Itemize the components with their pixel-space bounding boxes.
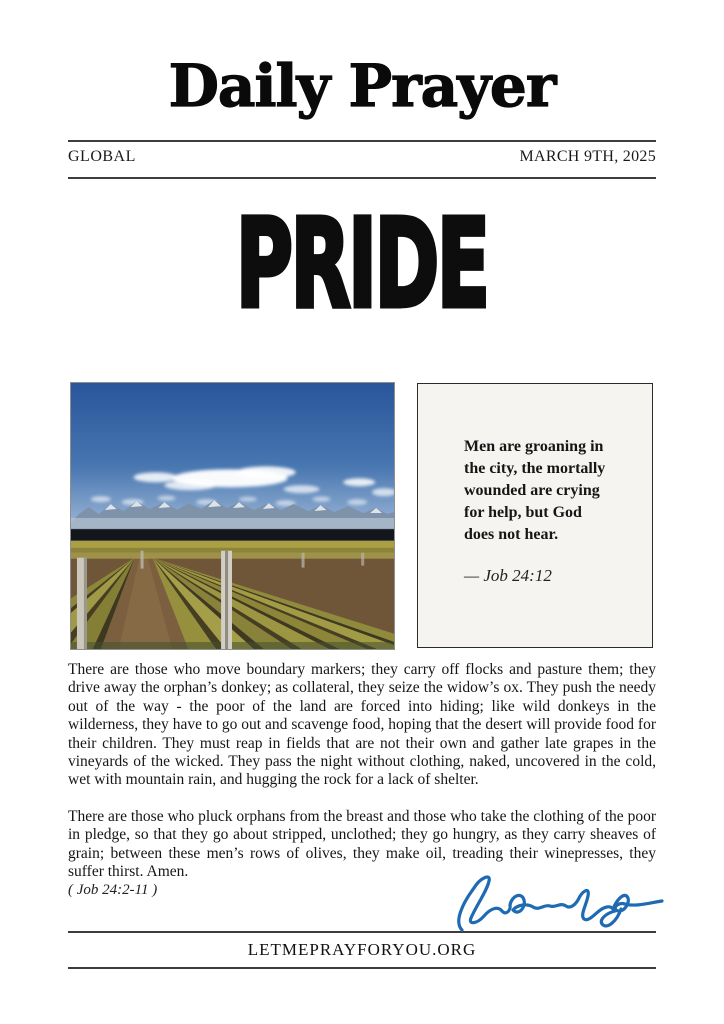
quote-text: Men are groaning in the city, the mortally wounded are crying for help, but God does not hear. bbox=[464, 438, 606, 543]
masthead-title: Daily Prayer bbox=[168, 52, 556, 120]
quote-box bbox=[417, 383, 653, 648]
quote-attribution: — Job 24:12 bbox=[464, 566, 552, 585]
vineyard-photo-art bbox=[71, 383, 394, 649]
scripture-citation: ( Job 24:2-11 ) bbox=[68, 882, 158, 898]
headline bbox=[0, 193, 724, 335]
handwritten-signature bbox=[452, 864, 667, 938]
footer-url: LETMEPRAYFORYOU.ORG bbox=[247, 940, 477, 959]
article-body bbox=[68, 661, 656, 881]
header-rule-top bbox=[68, 140, 656, 142]
vineyard-photo bbox=[70, 382, 395, 650]
article-paragraph-2: There are those who pluck orphans from the breast and those who take the clothing of the poor in pledge, so that they go about stripped, unclothed; they go hungry, as they carry sheaves of grain; between these men’s rows of olives, they make oil, treading their winepresses, they suffer thirst. Amen. bbox=[68, 807, 656, 881]
edition-label: GLOBAL bbox=[68, 148, 136, 165]
header-rule-bottom bbox=[68, 177, 656, 179]
headline-text: PRIDE bbox=[236, 193, 488, 335]
grass-strip bbox=[71, 642, 394, 649]
signature-art bbox=[452, 864, 667, 938]
article-paragraph-1: There are those who move boundary markers; they carry off flocks and pasture them; they drive away the orphan’s donkey; as collateral, they seize the widow’s ox. They push the needy out of the way - the poor of the land are forced into hiding; like wild donkeys in the wilderness, they have to go out and scavenge food, hoping that the desert will provide food for their children. They must reap in fields that are not their own and gather late grapes in the vineyards of the wicked. They pass the night without clothing, naked, uncovered in the cold, wet with mountain rain, and hugging the rock for a lack of shelter. bbox=[68, 661, 656, 789]
hedge-band bbox=[71, 530, 394, 541]
issue-date: MARCH 9TH, 2025 bbox=[519, 148, 656, 165]
footer-rule-bottom bbox=[68, 967, 656, 969]
